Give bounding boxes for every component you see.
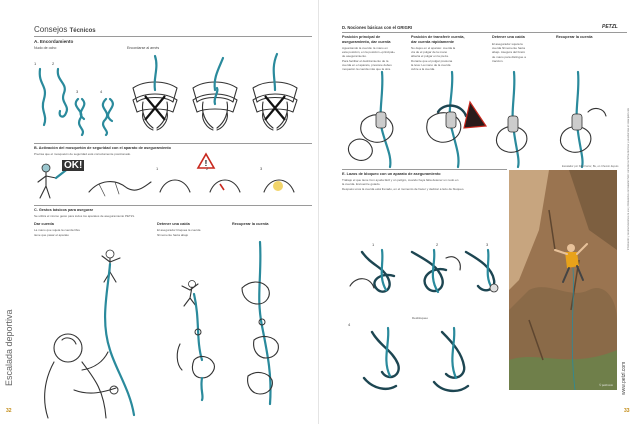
section-d-col2-line: No dejes en el aparato: cuerda la bbox=[411, 46, 456, 50]
section-d-col1-line: Aguantando la cuerda: la mano en bbox=[342, 46, 388, 50]
petzl-logo: PETZL bbox=[602, 24, 618, 30]
website-link[interactable]: www.petzl.com bbox=[621, 361, 627, 395]
section-e-title: E. Lazos de bloqueo con un aparato de aseguramiento bbox=[342, 172, 441, 176]
section-d-col3-line: abajo. Asegura del brazo bbox=[492, 50, 526, 55]
grigri-hands-2 bbox=[427, 72, 486, 167]
header-title-light: Consejos bbox=[34, 25, 68, 34]
section-b-title: B. Activación del mosquetón de seguridad con el aparato de aseguramiento bbox=[34, 146, 171, 150]
page-number-left: 32 bbox=[6, 408, 12, 414]
section-d-col1-line: moquetón la cuerda más que la otra. bbox=[342, 67, 391, 72]
header-rule bbox=[34, 36, 312, 37]
section-e-text bbox=[342, 178, 464, 191]
section-d-col3-line: tracción. bbox=[492, 58, 504, 63]
rock-wall-illustration bbox=[509, 170, 617, 390]
section-d-col4-title: Recuperar la cuerda bbox=[556, 35, 593, 39]
page-header bbox=[34, 25, 96, 34]
step-1-number: 1 bbox=[156, 166, 159, 171]
section-d-col2-line: la leva: La mano de la cuerda bbox=[411, 62, 451, 67]
grigri-hands-1 bbox=[348, 72, 392, 167]
loop-step-2 bbox=[412, 250, 460, 292]
page-number-right: 33 bbox=[624, 408, 630, 414]
grigri-device-icon bbox=[446, 112, 456, 128]
section-d-col3-text bbox=[492, 42, 526, 63]
stop-fall-illustration bbox=[160, 240, 240, 400]
photo-caption: Escalador por Kiko Ferrer, Bu, en Chemin depuis bbox=[562, 165, 619, 168]
side-note: Información y recomendaciones de uso y limitaciones del material Petzl: consulte las fichas técnicas y advertencias en www.petzl.com bbox=[627, 107, 630, 250]
harness-correct bbox=[193, 88, 237, 130]
section-c-subtitle: Se utiliza el mismo gesto para todos los aparatos de aseguramiento PETZL bbox=[34, 214, 135, 218]
section-d-col1-line: esta posición, en la posición «principal» bbox=[342, 50, 395, 55]
step-3-number: 3 bbox=[76, 89, 79, 94]
section-e-line: Después unos la cuerda está frenado, en el momento de hacer y dedicar a lazo de bloqueo. bbox=[342, 186, 465, 191]
right-page bbox=[319, 0, 638, 424]
section-e-line: la cuerda. Encuentre guiado. bbox=[342, 182, 381, 187]
step-3-number: 3 bbox=[486, 242, 489, 247]
step-4-number: 4 bbox=[348, 322, 351, 327]
grigri-hands-3 bbox=[496, 72, 526, 167]
section-d-col1-text bbox=[342, 46, 395, 71]
section-b-rule bbox=[34, 143, 312, 144]
harness-wrong-1 bbox=[133, 94, 177, 130]
section-c-col2-title: Detener una caída bbox=[157, 222, 190, 226]
section-c-rule bbox=[34, 205, 312, 206]
section-c-title: C. Gestos básicos para asegurar bbox=[34, 208, 94, 212]
step-1-number: 1 bbox=[34, 61, 37, 66]
header-title-bold: Técnicos bbox=[69, 28, 96, 34]
cross-icon bbox=[265, 96, 285, 120]
cross-icon bbox=[145, 96, 165, 120]
section-c-col1-title: Dar cuerda bbox=[34, 222, 54, 226]
section-e-line: Trabajo el que tiene Con ayuda fácil y un peligro, cuando haya falta detener un nudo en bbox=[342, 178, 459, 182]
carabiner-sequence-illustration bbox=[85, 170, 155, 200]
step-2-number: 2 bbox=[52, 61, 55, 66]
section-c-col1-text-2: tiene que pasar el aparato bbox=[34, 233, 69, 237]
section-a-title: A. Encordamiento bbox=[34, 39, 74, 44]
locking-loop-illustrations bbox=[342, 236, 512, 406]
harness-row-bottom bbox=[125, 90, 310, 135]
section-d-col2-text bbox=[411, 46, 455, 71]
section-d-col2-title-1: Posición de transferir cuerda, bbox=[411, 35, 465, 39]
figure-eight-knot-illustration bbox=[30, 55, 130, 135]
loop-step-1 bbox=[350, 250, 394, 292]
warning-triangle-icon bbox=[464, 102, 486, 128]
grigri-device-icon bbox=[376, 112, 386, 128]
step-4-number: 4 bbox=[100, 89, 103, 94]
step-3-number: 3 bbox=[260, 166, 263, 171]
vertical-title: Escalada deportiva bbox=[4, 309, 14, 386]
section-a-col2-label: Encordarse al arnés bbox=[127, 46, 160, 50]
climber-photo bbox=[509, 170, 617, 390]
section-d-col2-line: Durante que el pulgar presiona bbox=[411, 58, 453, 63]
section-e-rule bbox=[342, 169, 507, 170]
grigri-device-icon bbox=[572, 114, 582, 130]
step-2-number: 2 bbox=[206, 166, 209, 171]
section-d-col3-line: cuerda firmemente hacia bbox=[492, 46, 526, 51]
section-d-col2-line: abierta el pulgar en la pieza. bbox=[411, 54, 449, 59]
ok-label: OK! bbox=[64, 160, 83, 171]
section-d-col2-line: cubre a la cuerda. bbox=[411, 67, 436, 72]
belayer-illustration bbox=[34, 240, 164, 420]
carabiner-steps-illustration bbox=[150, 162, 310, 202]
section-d-col1-title-1: Posición principal de bbox=[342, 35, 381, 39]
harness-wrong-2 bbox=[253, 94, 297, 130]
section-b-subtitle: Precisa que el mosquetón de seguridad esté correctamente posicionado. bbox=[34, 152, 132, 156]
section-d-col3-line: El asegurador sujeta la bbox=[492, 42, 523, 46]
grigri-hands-4 bbox=[560, 72, 606, 167]
section-d-col2-line: vía de el pulgar de la mano bbox=[411, 50, 448, 55]
section-d-col1-line: de aseguramiento. bbox=[342, 54, 367, 59]
section-c-col2-text-1: El asegurador bloquea la cuerda bbox=[157, 228, 201, 232]
section-d-rule bbox=[342, 32, 627, 33]
section-e-unlock-label: Desbloqueo bbox=[412, 316, 429, 320]
pull-rope-illustration bbox=[232, 236, 312, 406]
section-d-col1-line: cuerda en el aparato, presione debes bbox=[342, 62, 392, 67]
small-climber bbox=[102, 250, 120, 282]
svg-text:!: ! bbox=[204, 159, 208, 168]
section-c-col1-text-1: La mano que sujeta la cuerda libre bbox=[34, 228, 81, 232]
grigri-device-icon bbox=[508, 116, 518, 132]
section-d-col2-title-2: dar cuerda rápidamente bbox=[411, 40, 455, 44]
grigri-illustrations bbox=[342, 72, 632, 167]
photo-credit: © petzl.com bbox=[599, 384, 613, 387]
section-d-col3-title: Detener una caída bbox=[492, 35, 525, 39]
section-c-col2-text-2: firmemente hacia abajo bbox=[157, 233, 189, 237]
section-a-col1-label: Nudo de ocho bbox=[34, 46, 57, 50]
loop-step-3 bbox=[466, 250, 498, 292]
step-2-number: 2 bbox=[436, 242, 439, 247]
section-d-title: D. Nociones básicas con el GRIGRI bbox=[342, 25, 413, 30]
step-1-number: 1 bbox=[372, 242, 375, 247]
loop-step-5 bbox=[434, 328, 468, 391]
loop-step-4 bbox=[364, 328, 399, 389]
section-d-col3-line: de mano para distingue a bbox=[492, 54, 526, 59]
section-c-col3-title: Recuperar la cuerda bbox=[232, 222, 269, 226]
section-d-col1-title-2: aseguramiento, dar cuerda bbox=[342, 40, 391, 44]
section-d-col1-line: Para facilitar el deslizamiento de la bbox=[342, 58, 389, 63]
